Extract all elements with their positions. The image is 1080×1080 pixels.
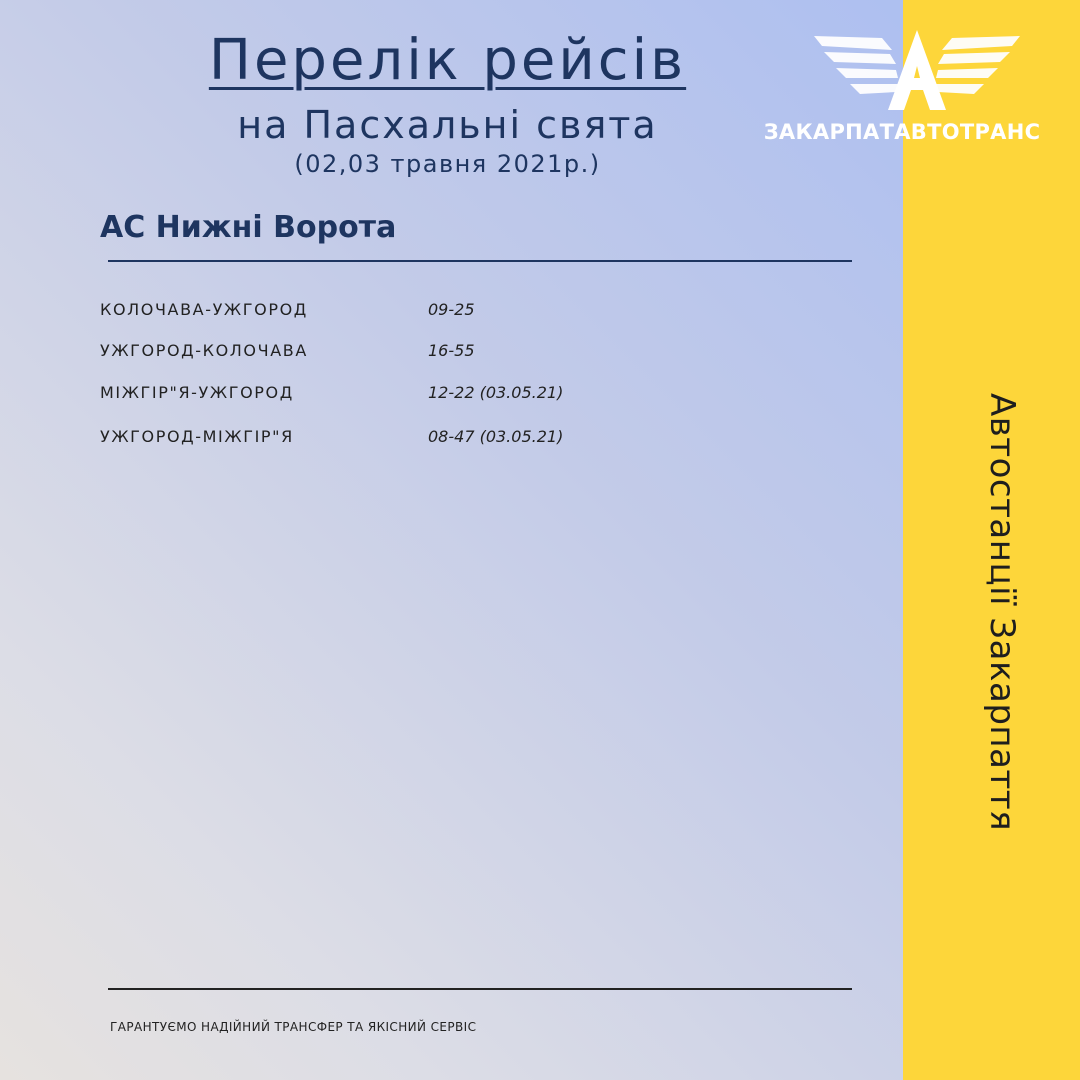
footer-slogan: ГАРАНТУЄМО НАДІЙНИЙ ТРАНСФЕР ТА ЯКІСНИЙ СЕРВІС <box>110 1020 477 1034</box>
route-name: УЖГОРОД-КОЛОЧАВА <box>100 341 308 360</box>
route-time: 16-55 <box>428 341 475 360</box>
route-time: 12-22 (03.05.21) <box>428 383 564 402</box>
route-time: 08-47 (03.05.21) <box>428 427 564 446</box>
station-name: АС Нижні Ворота <box>100 210 397 245</box>
routes-list <box>0 0 895 500</box>
route-name: КОЛОЧАВА-УЖГОРОД <box>100 300 308 319</box>
route-name: МІЖГІР"Я-УЖГОРОД <box>100 383 294 402</box>
list-item <box>0 300 895 330</box>
list-item <box>0 383 895 413</box>
route-time: 09-25 <box>428 300 475 319</box>
page-title: Перелік рейсів <box>208 28 687 93</box>
side-banner-text: Автостанції Закарпаття <box>982 393 1022 832</box>
date-range: (02,03 травня 2021р.) <box>294 150 601 178</box>
route-name: УЖГОРОД-МІЖГІР"Я <box>100 427 294 446</box>
divider-bottom <box>108 988 852 990</box>
brand-name: ЗАКАРПАТАВТОТРАНС <box>763 120 1041 144</box>
list-item <box>0 341 895 371</box>
list-item <box>0 427 895 457</box>
page-subtitle: на Пасхальні свята <box>237 103 658 147</box>
